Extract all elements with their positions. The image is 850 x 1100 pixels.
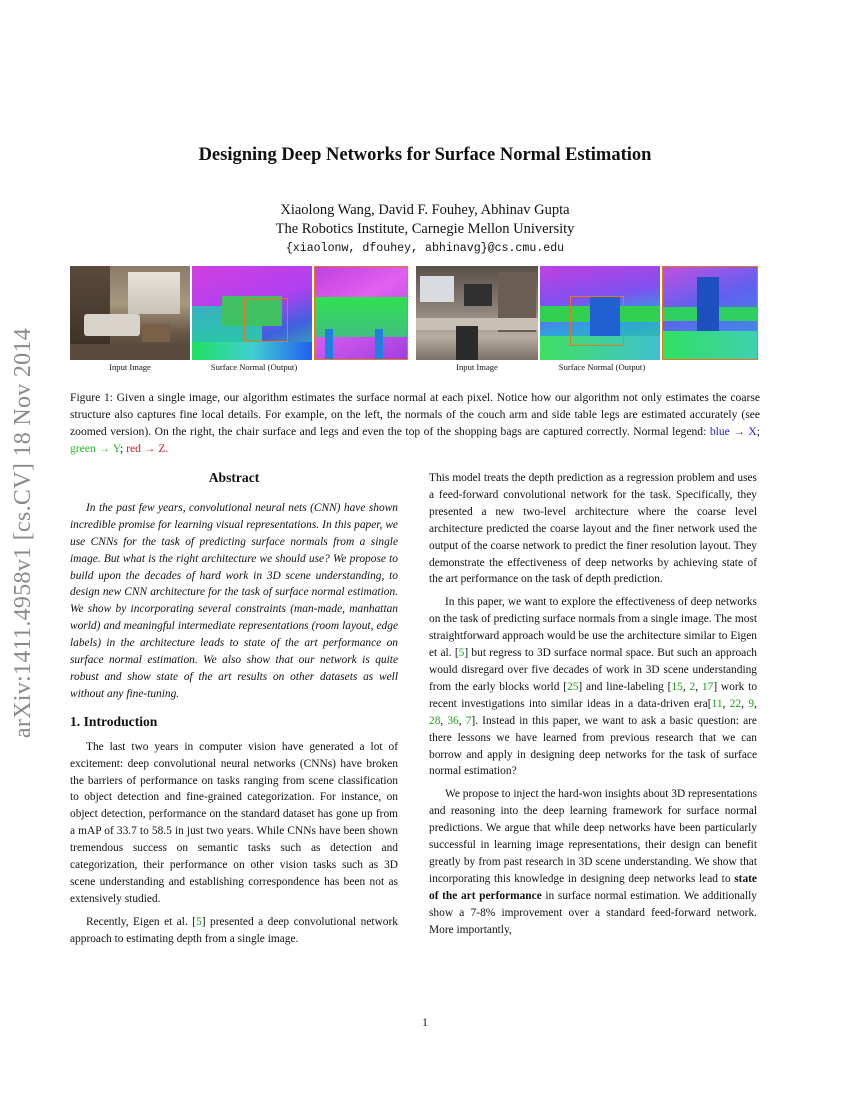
introduction-heading: 1. Introduction <box>70 713 158 729</box>
citation-link[interactable]: 7 <box>465 714 472 727</box>
citation-link[interactable]: 17 <box>701 680 714 693</box>
figure-caption-output-right: Surface Normal (Output) <box>558 362 646 372</box>
citation-link[interactable]: 28 <box>429 714 441 727</box>
right-column <box>429 470 757 938</box>
page-number: 1 <box>422 1017 428 1029</box>
intro-paragraph-1: The last two years in computer vision have generated a lot of excitement: deep convolutional neural networks (CNNs) have broken the barriers of performance on tasks ranging from scene classification to object detection and fine-grained categorization. For instance, on object detection, performance on the standard dataset has gone up from a mAP of 33.7 to 58.5 in just two years. While CNNs have been shown tremendous success on semantic tasks such as detection and categorization, their performance on other vision tasks such as 3D scene understanding and establishing correspondence has been not as extensively studied. <box>70 740 398 905</box>
figure-caption-input-left: Input Image <box>109 362 151 372</box>
author-block <box>0 201 850 258</box>
citation-link[interactable]: 22 <box>729 697 742 710</box>
citation-link[interactable]: 9 <box>748 697 755 710</box>
author-names: Xiaolong Wang, David F. Fouhey, Abhinav Gupta <box>280 202 570 218</box>
citation-link[interactable]: 25 <box>567 680 579 693</box>
figure-1-caption: Figure 1: Given a single image, our algorithm estimates the surface normal at each pixel. Notice how our algorithm not only estimates the coarse structure also captures fine local details. For example, on the left, the normals of the couch arm and side table legs are estimated accurately (see zoomed version). On the right, the chair surface and legs and even the top of the shopping bags are captured correctly. Normal legend: blue → X; green → Y; red → Z. <box>70 391 760 455</box>
surface-normal-output-living-room <box>192 266 312 360</box>
paper-title: Designing Deep Networks for Surface Normal Estimation <box>198 145 652 165</box>
input-image-living-room <box>70 266 190 360</box>
abstract-text: In the past few years, convolutional neural nets (CNN) have shown incredible promise for learning visual representations. In this paper, we use CNNs for the task of predicting surface normals from a single image. But what is the right architecture we should use? We propose to build upon the decades of hard work in 3D scene understanding, to design new CNN architecture for the task of surface normal estimation. We show by incorporating several constraints (man-made, manhattan world) and meaningful intermediate representations (room layout, edge labels) in the architecture leads to state of the art performance on surface normal estimation. We also show that our network is quite robust and show state of the art results on other datasets as well without any fine-tuning. <box>70 501 398 700</box>
input-image-office <box>416 266 538 360</box>
legend-green: green → Y <box>70 442 121 455</box>
zoomed-normal-office <box>662 266 758 360</box>
right-paragraph-1: This model treats the depth prediction as a regression problem and uses a feed-forward convolutional network for the task. Specifically, they presented a new two-level architecture where the coarse level architecture predicted the coarse layout and the finer network used the output of the coarse network to predict the finer resolution layout. They demonstrate the effectiveness of deep networks by achieving state of the art performance on the task of depth prediction. <box>429 472 757 586</box>
citation-link[interactable]: 15 <box>671 680 683 693</box>
surface-normal-output-office <box>540 266 660 360</box>
intro-paragraph-2: Recently, Eigen et al. [5] presented a deep convolutional network approach to estimating depth from a single image. <box>70 915 398 945</box>
abstract-heading: Abstract <box>208 470 260 485</box>
right-paragraph-2: In this paper, we want to explore the effectiveness of deep networks on the task of predicting surface normals from a single image. The most straightforward approach would be use the architecture similar to Eigen et al. [5] but regress to 3D surface normal space. But such an approach would disregard over five decades of work in 3D scene understanding from the early blocks world [25] and line-labeling [15, 2, 17] work to recent investigations into similar ideas in a data-driven era[11, 22, 9, 28, 36, 7]. Instead in this paper, we want to ask a basic question: are there lessons we have learned from previous research that we can borrow and apply in designing deep networks for the task of surface normal estimation? <box>429 596 758 778</box>
figure-caption-input-right: Input Image <box>456 362 498 372</box>
citation-link[interactable]: 5 <box>458 647 465 660</box>
zoomed-normal-living-room <box>314 266 408 360</box>
legend-red: red → Z. <box>126 442 169 455</box>
arxiv-side-stamp: arXiv:1411.4958v1 [cs.CV] 18 Nov 2014 <box>10 327 36 739</box>
citation-link[interactable]: 36 <box>447 714 459 727</box>
citation-link[interactable]: 5 <box>196 915 202 928</box>
figure-caption-output-left: Surface Normal (Output) <box>210 362 298 372</box>
affiliation: The Robotics Institute, Carnegie Mellon University <box>275 221 575 237</box>
citation-link[interactable]: 2 <box>689 680 696 693</box>
author-emails: {xiaolonw, dfouhey, abhinavg}@cs.cmu.edu <box>285 242 565 255</box>
legend-blue: blue → X <box>709 425 757 438</box>
right-paragraph-3: We propose to inject the hard-won insights about 3D representations and reasoning into the deep learning framework for surface normal predictions. We argue that while deep networks have been particularly successful in learning image representations, their design can benefit greatly by from past research in 3D scene understanding. We show that incorporating this knowledge in designing deep networks lead to state of the art performance in surface normal estimation. We additionally show a 7-8% improvement over a standard feed-forward network. More importantly, <box>429 788 757 936</box>
left-column <box>70 470 398 948</box>
citation-link[interactable]: 11 <box>711 697 723 710</box>
